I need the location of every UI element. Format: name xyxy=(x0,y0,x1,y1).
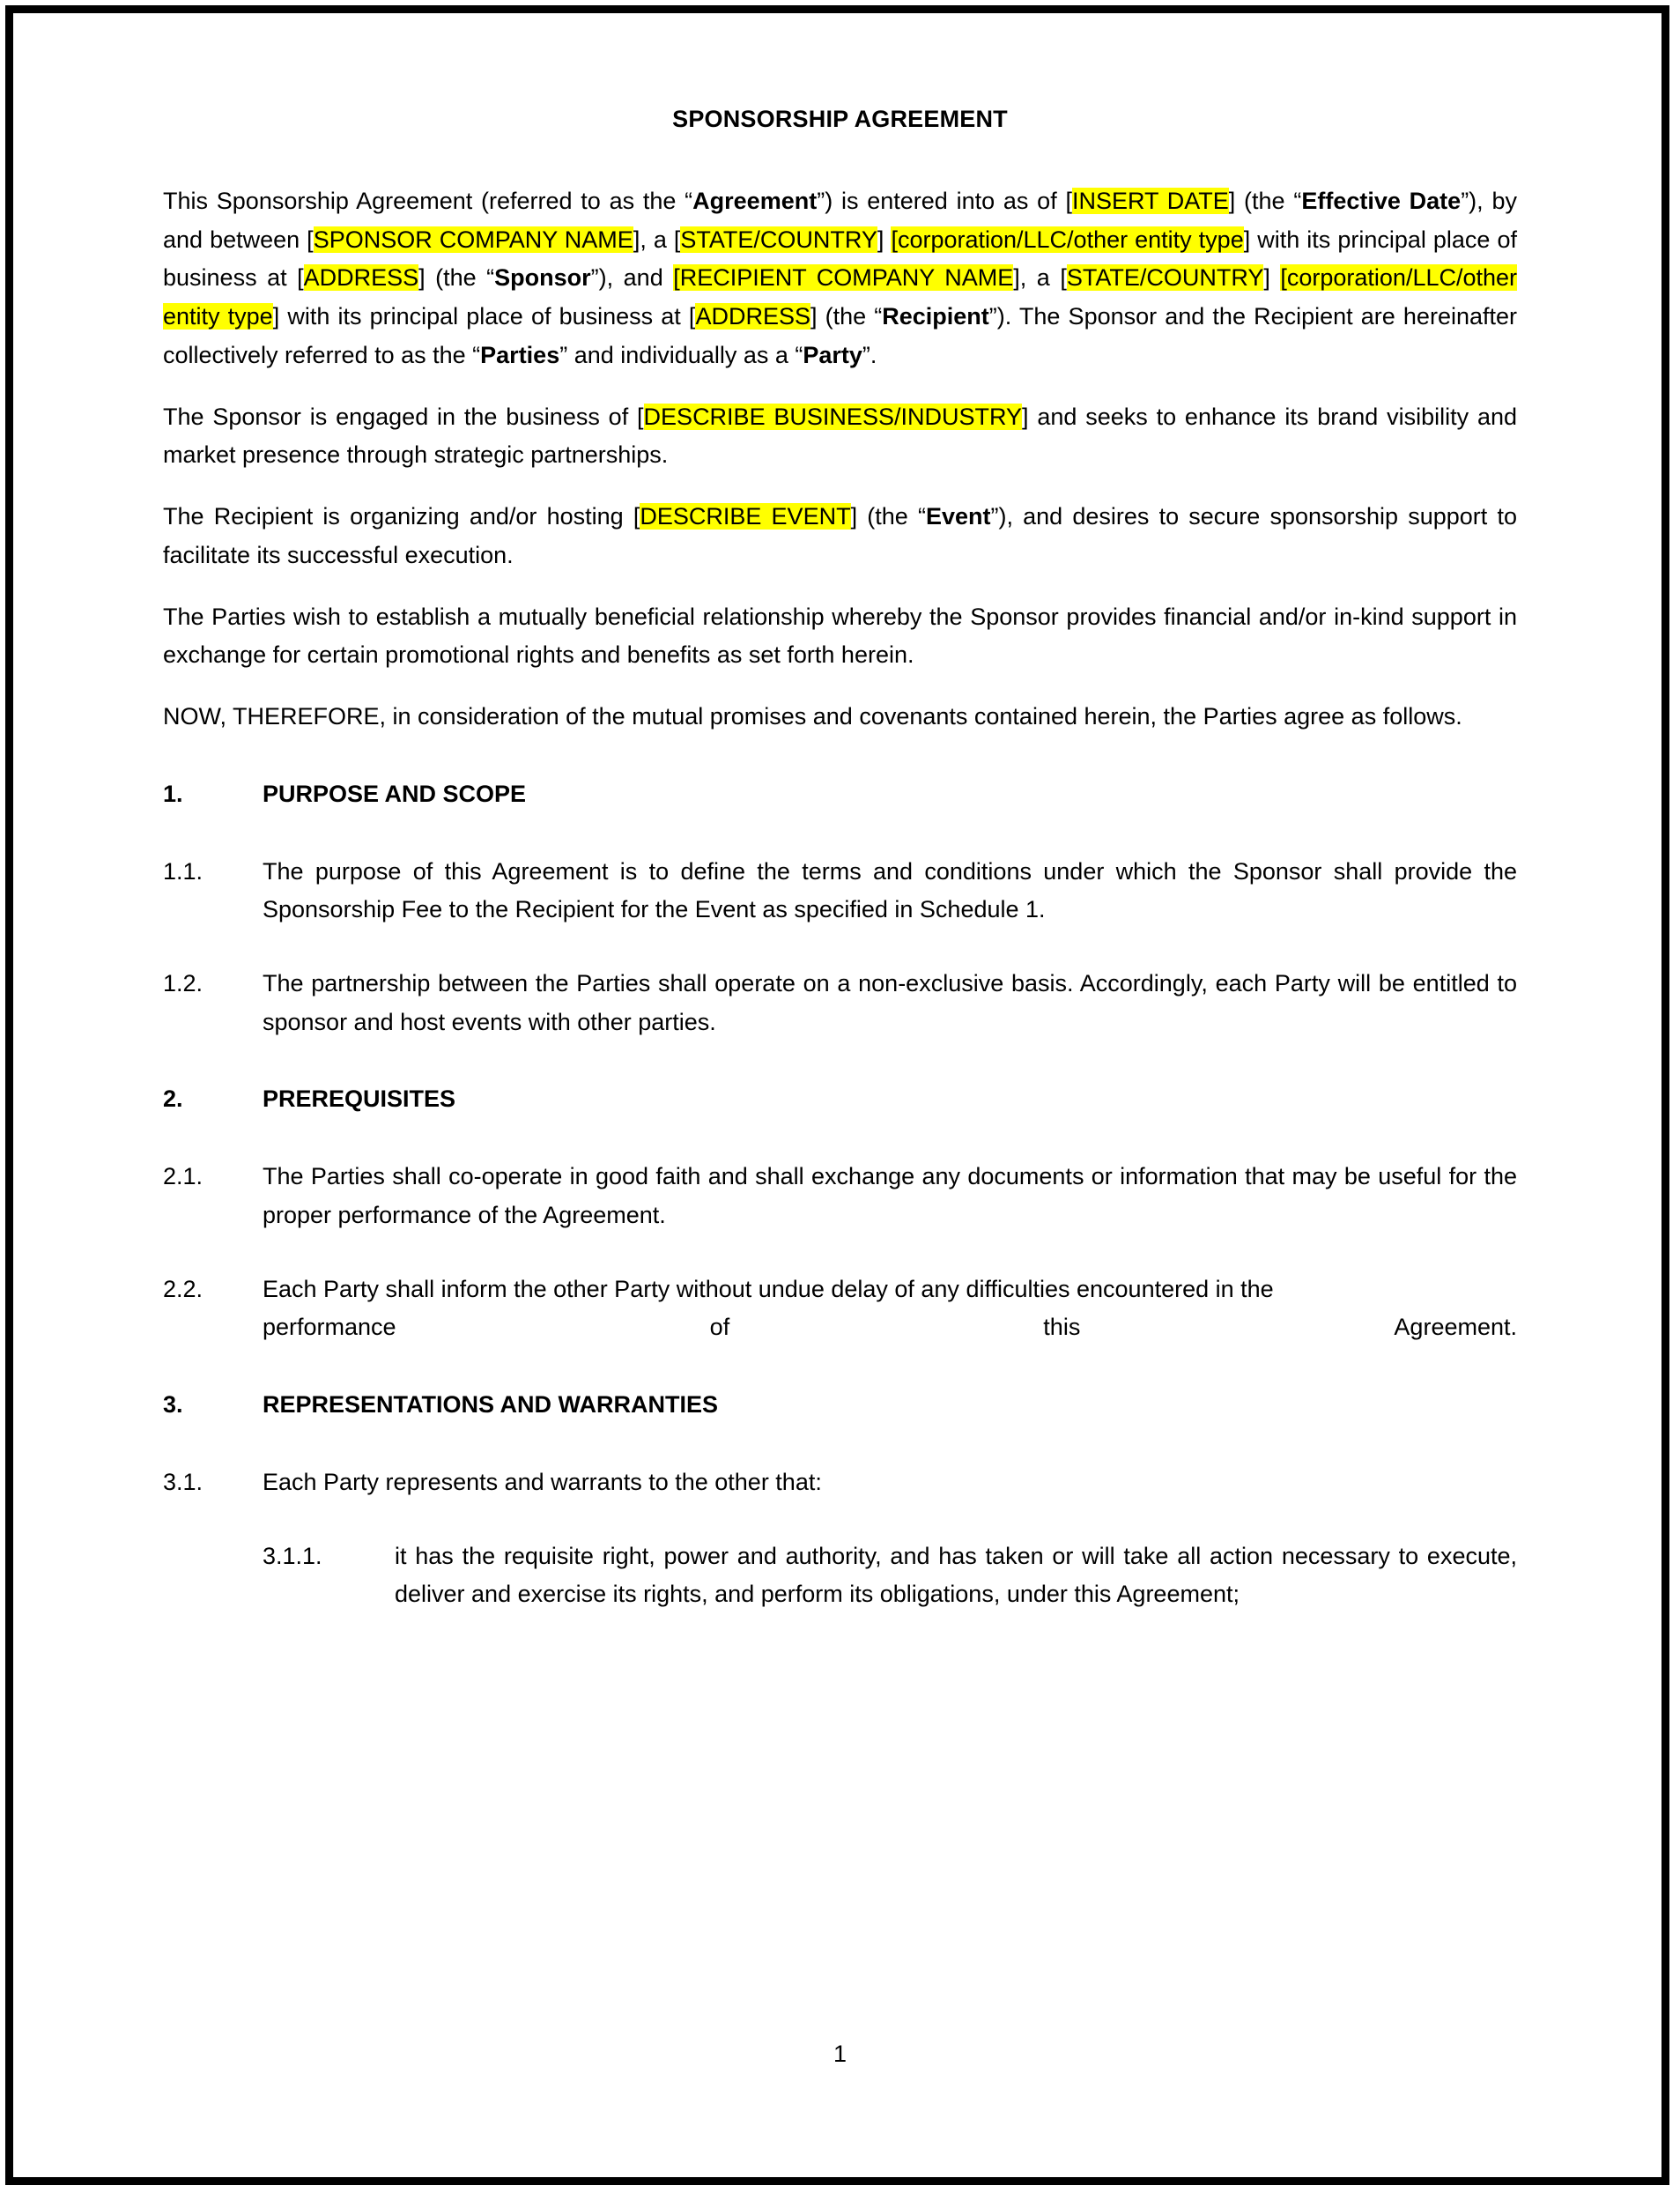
text-run: The Sponsor is engaged in the business of [ xyxy=(163,403,644,430)
recital-paragraph-4: The Parties wish to establish a mutually beneficial relationship whereby the Sponsor provides financial and/or in-kind support in exchange for certain promotional rights and benefits as set forth herein. xyxy=(163,603,1517,669)
text-run: ”) is entered into as of [ xyxy=(817,188,1072,214)
text-run: ] xyxy=(877,226,892,253)
text-run: The Recipient is organizing and/or hosting [ xyxy=(163,503,640,530)
clause-text: The purpose of this Agreement is to define the terms and conditions under which the Sponsor shall provide the Sponsorship Fee to the Recipient for the Event as specified in Schedule 1. xyxy=(263,857,1517,923)
section-number: 1. xyxy=(163,780,183,807)
section-title: REPRESENTATIONS AND WARRANTIES xyxy=(263,1391,719,1419)
defined-term-parties: Parties xyxy=(480,341,560,368)
clause-text: it has the requisite right, power and authority, and has taken or will take all action necessary to execute, deliver and exercise its rights, and perform its obligations, under this Agreement; xyxy=(395,1542,1517,1608)
text-run: ”), and xyxy=(590,264,674,292)
text-run: ] and seeks to enhance its brand visibility and market presence through strategic partnerships. xyxy=(163,403,1517,469)
text-run: ] (the “ xyxy=(1228,188,1302,214)
clause-number: 2.2. xyxy=(163,1275,204,1302)
clause-3-1 xyxy=(163,1463,1517,1502)
word: performance xyxy=(263,1314,396,1341)
clause-text-line-2 xyxy=(263,1308,1517,1347)
section-title: PURPOSE AND SCOPE xyxy=(263,780,527,807)
text-run: ”. xyxy=(862,341,877,368)
text-run: ”). The Sponsor and the Recipient are hereinafter collectively referred to as the “ xyxy=(163,303,1517,368)
clause-text-line-1: Each Party shall inform the other Party without undue delay of any difficulties encountered in the xyxy=(263,1275,1274,1302)
recital-paragraph-1 xyxy=(163,182,1517,375)
text-run: ] (the “ xyxy=(418,264,495,292)
clause-text xyxy=(263,1271,1517,1347)
text-run: ] (the “ xyxy=(850,503,926,530)
page-number: 1 xyxy=(833,2041,847,2067)
clause-number: 2.1. xyxy=(163,1163,204,1190)
defined-term-effective-date: Effective Date xyxy=(1301,188,1462,214)
placeholder-sponsor-company-name: SPONSOR COMPANY NAME xyxy=(313,226,633,253)
recital-paragraph-3 xyxy=(163,498,1517,574)
section-heading-3 xyxy=(163,1386,1517,1425)
recital-paragraph-2 xyxy=(163,398,1517,475)
section-heading-1 xyxy=(163,775,1517,814)
clause-2-2 xyxy=(163,1271,1517,1347)
word: of xyxy=(709,1314,730,1341)
placeholder-describe-business-industry: DESCRIBE BUSINESS/INDUSTRY xyxy=(643,403,1022,430)
defined-term-agreement: Agreement xyxy=(692,188,818,214)
clause-text: The Parties shall co-operate in good faith and shall exchange any documents or information that may be useful for the proper performance of the Agreement. xyxy=(263,1163,1517,1228)
text-run: ], a [ xyxy=(1013,264,1067,292)
section-number: 3. xyxy=(163,1391,183,1419)
clause-text: The partnership between the Parties shall operate on a non-exclusive basis. Accordingly, each Party will be entitled to sponsor and host events with other parties. xyxy=(263,970,1517,1035)
placeholder-entity-type-recipient: [corporation/LLC/other entity type xyxy=(163,264,1518,330)
document-content xyxy=(163,106,1517,1637)
placeholder-state-country-sponsor: STATE/COUNTRY xyxy=(680,226,877,253)
clause-3-1-1 xyxy=(263,1537,1517,1614)
text-run: This Sponsorship Agreement (referred to as the “ xyxy=(163,188,693,214)
clause-number: 1.2. xyxy=(163,970,204,997)
clause-1-1 xyxy=(163,853,1517,930)
clause-number: 3.1.1. xyxy=(263,1542,322,1569)
text-run: ] with its principal place of business at [ xyxy=(163,226,1517,292)
defined-term-recipient: Recipient xyxy=(882,303,989,330)
text-run: ”), by and between [ xyxy=(163,188,1517,253)
placeholder-address-sponsor: ADDRESS xyxy=(303,264,419,292)
clause-number: 3.1. xyxy=(163,1468,204,1495)
page-title: SPONSORSHIP AGREEMENT xyxy=(672,106,1008,132)
placeholder-state-country-recipient: STATE/COUNTRY xyxy=(1066,264,1264,292)
section-title: PREREQUISITES xyxy=(263,1085,456,1113)
placeholder-entity-type-sponsor: [corporation/LLC/other entity type xyxy=(891,226,1244,253)
clause-1-2 xyxy=(163,965,1517,1041)
defined-term-event: Event xyxy=(925,503,991,530)
defined-term-sponsor: Sponsor xyxy=(494,264,591,292)
placeholder-address-recipient: ADDRESS xyxy=(695,303,810,330)
recital-paragraph-5: NOW, THEREFORE, in consideration of the mutual promises and covenants contained herein, the Parties agree as follows. xyxy=(163,703,1462,730)
text-run: ”), and desires to secure sponsorship support to facilitate its successful execution. xyxy=(163,503,1517,568)
text-run: ” and individually as a “ xyxy=(559,341,803,368)
section-heading-2 xyxy=(163,1080,1517,1119)
text-run: ] xyxy=(1263,264,1281,292)
clause-number: 1.1. xyxy=(163,857,204,885)
placeholder-insert-date: INSERT DATE xyxy=(1071,188,1229,214)
clause-text: Each Party represents and warrants to the other that: xyxy=(263,1468,822,1495)
placeholder-describe-event: DESCRIBE EVENT xyxy=(640,503,851,530)
section-number: 2. xyxy=(163,1085,183,1113)
word: this xyxy=(1043,1314,1081,1341)
clause-2-1 xyxy=(163,1158,1517,1234)
text-run: ] (the “ xyxy=(810,303,883,330)
text-run: ] with its principal place of business at [ xyxy=(272,303,696,330)
placeholder-recipient-company-name: [RECIPIENT COMPANY NAME xyxy=(673,264,1014,292)
defined-term-party: Party xyxy=(803,341,862,368)
word: Agreement. xyxy=(1394,1314,1517,1341)
text-run: ], a [ xyxy=(633,226,681,253)
